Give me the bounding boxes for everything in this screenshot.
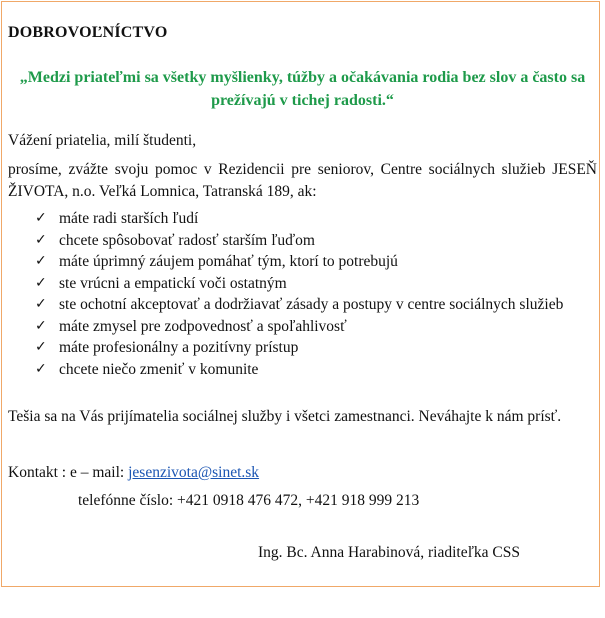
list-item: [8, 294, 597, 316]
check-icon: ✓: [35, 231, 47, 248]
contact-line: [8, 462, 597, 484]
list-item: [8, 337, 597, 359]
closing-paragraph: Tešia sa na Vás prijímatelia sociálnej služby i všetci zamestnanci. Neváhajte k nám prísť.: [8, 408, 562, 425]
list-item: [8, 208, 597, 230]
requirements-list: [8, 208, 597, 380]
check-icon: ✓: [35, 253, 47, 269]
list-item-text: chcete spôsobovať radosť starším ľuďom: [59, 231, 315, 249]
check-icon: ✓: [35, 274, 47, 291]
check-icon: ✓: [35, 210, 47, 226]
quote-text: „Medzi priateľmi sa všetky myšlienky, túžby a očakávania rodia bez slov a často sa prežívajú v tichej radosti.“: [19, 69, 586, 109]
list-item-text: máte radi starších ľudí: [59, 210, 199, 227]
list-item-text: máte profesionálny a pozitívny prístup: [59, 339, 299, 356]
list-item-text: máte zmysel pre zodpovednosť a spoľahlivosť: [59, 317, 347, 335]
phone-line: telefónne číslo: +421 0918 476 472, +421 918 999 213: [78, 492, 420, 509]
check-icon: ✓: [35, 339, 47, 355]
list-item: [8, 251, 597, 273]
list-item-text: máte úprimný záujem pomáhať tým, ktorí to potrebujú: [59, 253, 398, 270]
check-icon: ✓: [35, 296, 47, 312]
check-icon: ✓: [35, 317, 47, 334]
signature: Ing. Bc. Anna Harabinová, riaditeľka CSS: [258, 544, 520, 561]
intro-paragraph: prosíme, zvážte svoju pomoc v Rezidencii pre seniorov, Centre sociálnych služieb JESEŇ ŽIVOTA, n.o. Veľká Lomnica, Tatranská 189, ak:: [8, 161, 597, 200]
list-item: [8, 316, 597, 338]
list-item: [8, 273, 597, 295]
list-item-text: chcete niečo zmeniť v komunite: [59, 360, 259, 378]
email-link[interactable]: jesenzivota@sinet.sk: [128, 464, 260, 481]
greeting-text: Vážení priatelia, milí študenti,: [8, 132, 197, 149]
list-item-text: ste ochotní akceptovať a dodržiavať zásady a postupy v centre sociálnych služieb: [59, 296, 564, 313]
list-item-text: ste vrúcni a empatickí voči ostatným: [59, 274, 287, 292]
contact-label: Kontakt : e – mail:: [8, 464, 129, 481]
document-heading: DOBROVOĽNÍCTVO: [8, 24, 168, 41]
list-item: [8, 359, 597, 381]
check-icon: ✓: [35, 360, 47, 377]
list-item: [8, 230, 597, 252]
